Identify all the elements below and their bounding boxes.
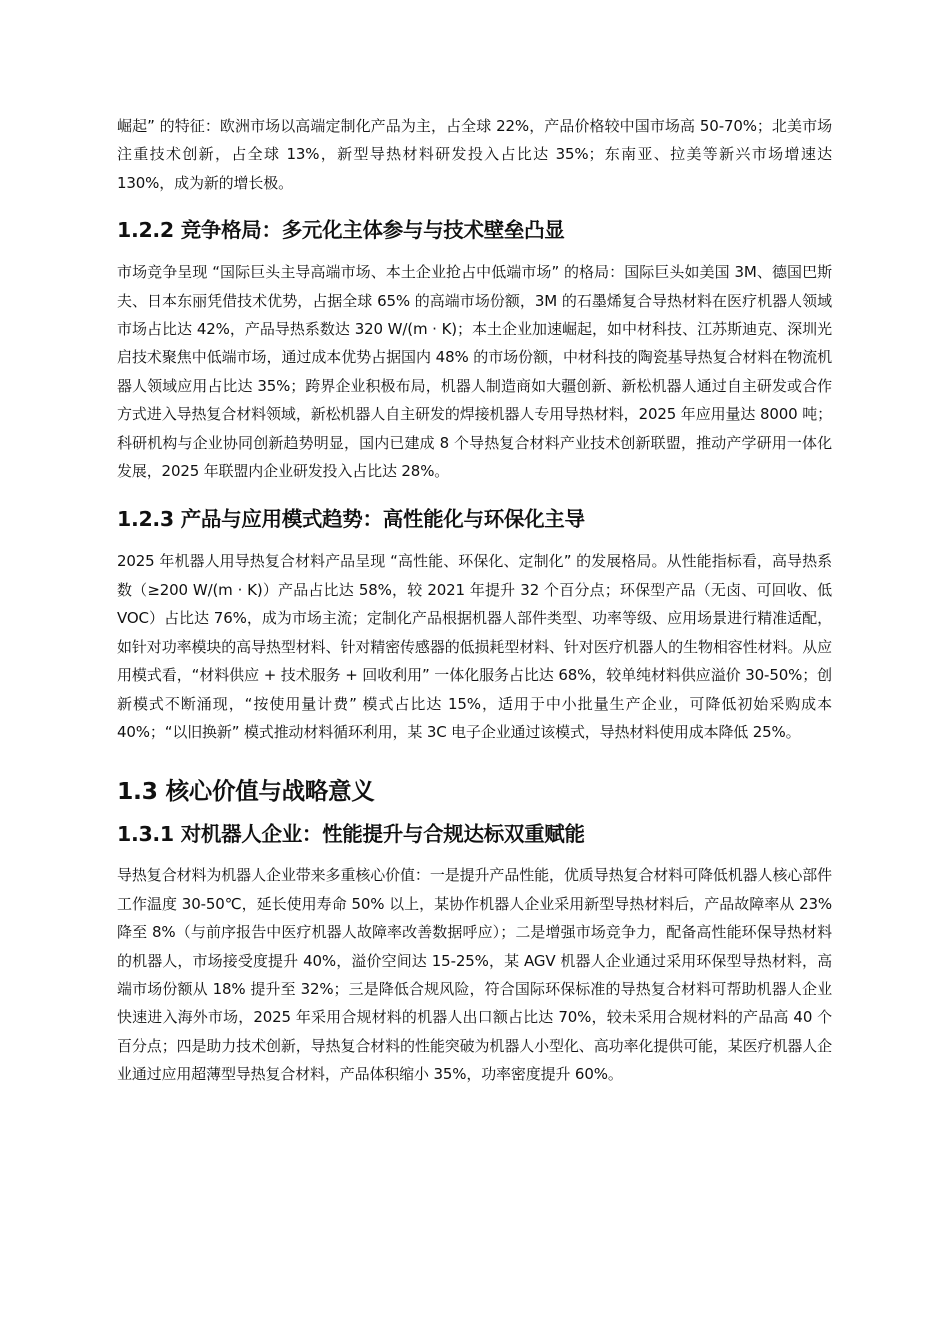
heading-1-2-2: 1.2.2 竞争格局：多元化主体参与与技术壁垒凸显 xyxy=(117,218,565,243)
paragraph-1-3-1: 导热复合材料为机器人企业带来多重核心价值：一是提升产品性能，优质导热复合材料可降低机器人核心部件工作温度 30-50℃，延长使用寿命 50% 以上，某协作机器人企业采用新型导热材料后，产品故障率从 23% 降至 8%（与前序报告中医疗机器人故障率改善数据呼应）；二是增强市场竞争力，配备高性能环保导热材料的机器人，市场接受度提升 40%，溢价空间达 15-25%，某 AGV 机器人企业通过采用环保型导热材料，高端市场份额从 18% 提升至 32%；三是降低合规风险，符合国际环保标准的导热复合材料可帮助机器人企业快速进入海外市场，2025 年采用合规材料的机器人出口额占比达 70%，较未采用合规材料的产品高 40 个百分点；四是助力技术创新，导热复合材料的性能突破为机器人小型化、高功率化提供可能，某医疗机器人企业通过应用超薄型导热复合材料，产品体积缩小 35%，功率密度提升 60%。 xyxy=(117,866,832,1084)
paragraph-1-2-3: 2025 年机器人用导热复合材料产品呈现 “高性能、环保化、定制化” 的发展格局。从性能指标看，高导热系数（≥200 W/(m · K)）产品占比达 58%，较 2021 年提升 32 个百分点；环保型产品（无卤、可回收、低 VOC）占比达 76%，成为市场主流；定制化产品根据机器人部件类型、功率等级、应用场景进行精准适配，如针对功率模块的高导热型材料、针对精密传感器的低损耗型材料、针对医疗机器人的生物相容性材料。从应用模式看，“材料供应 + 技术服务 + 回收利用” 一体化服务占比达 68%，较单纯材料供应溢价 30-50%；创新模式不断涌现，“按使用量计费” 模式占比达 15%，适用于中小批量生产企业，可降低初始采购成本 40%；“以旧换新” 模式推动材料循环利用，某 3C 电子企业通过该模式，导热材料使用成本降低 25%。 xyxy=(117,552,832,741)
heading-1-3: 1.3 核心价值与战略意义 xyxy=(117,777,375,806)
paragraph-1-2-2: 市场竞争呈现 “国际巨头主导高端市场、本土企业抢占中低端市场” 的格局：国际巨头如美国 3M、德国巴斯夫、日本东丽凭借技术优势，占据全球 65% 的高端市场份额，3M 的石墨烯复合导热材料在医疗机器人领域市场占比达 42%，产品导热系数达 320 W/(m · K)；本土企业加速崛起，如中材科技、江苏斯迪克、深圳光启技术聚焦中低端市场，通过成本优势占据国内 48% 的市场份额，中材科技的陶瓷基导热复合材料在物流机器人领域应用占比达 35%；跨界企业积极布局，机器人制造商如大疆创新、新松机器人通过自主研发或合作方式进入导热复合材料领域，新松机器人自主研发的焊接机器人专用导热材料，2025 年应用量达 8000 吨；科研机构与企业协同创新趋势明显，国内已建成 8 个导热复合材料产业技术创新联盟，推动产学研用一体化发展，2025 年联盟内企业研发投入占比达 28%。 xyxy=(117,263,832,481)
heading-1-3-1: 1.3.1 对机器人企业：性能提升与合规达标双重赋能 xyxy=(117,822,585,847)
heading-1-2-3: 1.2.3 产品与应用模式趋势：高性能化与环保化主导 xyxy=(117,507,585,532)
intro-paragraph: 崛起” 的特征：欧洲市场以高端定制化产品为主，占全球 22%，产品价格较中国市场高 50-70%；北美市场注重技术创新，占全球 13%，新型导热材料研发投入占比达 35%；东南亚、拉美等新兴市场增速达 130%，成为新的增长极。 xyxy=(117,117,832,192)
